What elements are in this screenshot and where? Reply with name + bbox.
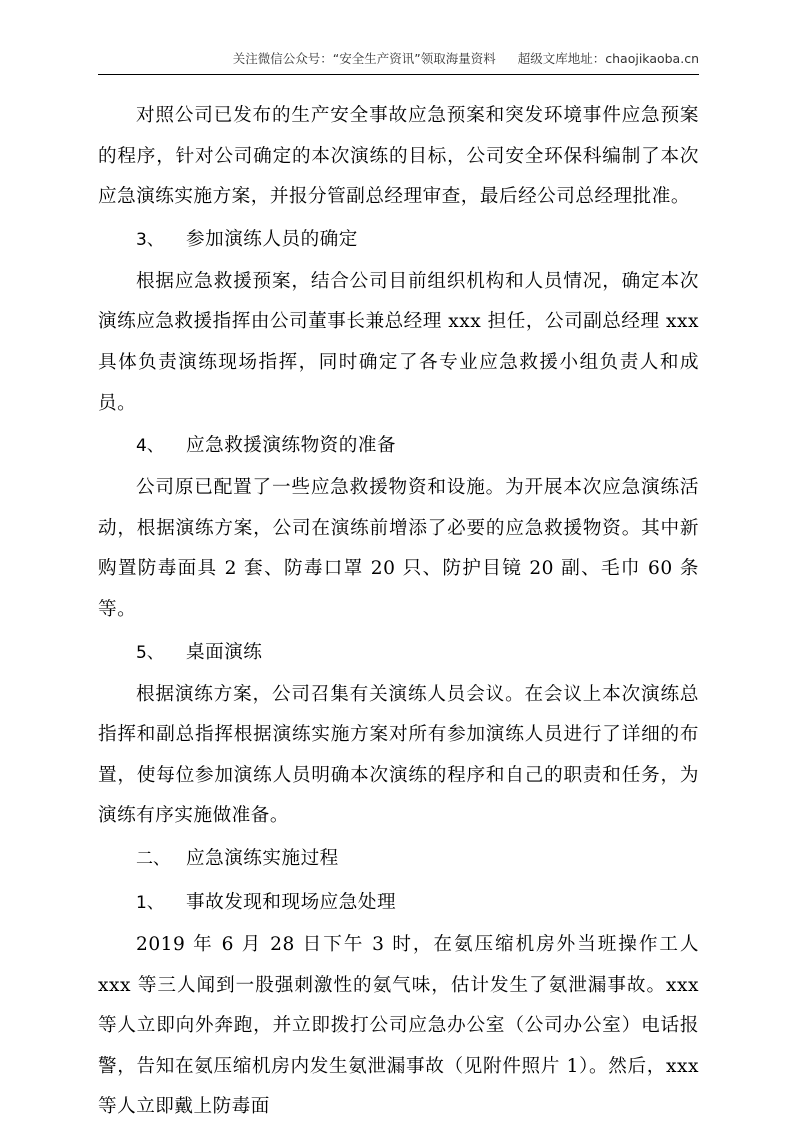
subsection-heading-1 <box>98 881 699 925</box>
paragraph-plan-approval: 对照公司已发布的生产安全事故应急预案和突发环境事件应急预案的程序，针对公司确定的本次演练的目标，公司安全环保科编制了本次应急演练实施方案，并报分管副总经理审查，最后经公司总经理批准。 <box>98 105 699 208</box>
section-title: 应急救援演练物资的准备 <box>186 435 397 457</box>
part-number: 二、 <box>136 848 170 869</box>
subsection-title: 事故发现和现场应急处理 <box>186 891 397 913</box>
paragraph-incident-discovery: 2019 年 6 月 28 日下午 3 时，在氨压缩机房外当班操作工人 xxx 等三人闻到一股强刺激性的氨气味，估计发生了氨泄漏事故。xxx 等人立即向外奔跑，并立即拨打公司应急办公室（公司办公室）电话报警，告知在氨压缩机房内发生氨泄漏事故（见附件照片 1）。然后，xxx 等人立即戴上防毒面 <box>98 933 699 1118</box>
document-body <box>98 96 699 1128</box>
section-number: 3、 <box>136 229 164 250</box>
section-heading-5 <box>98 631 699 675</box>
header-library-label: 超级文库地址： <box>517 51 606 66</box>
header-promo-text: 关注微信公众号：“安全生产资讯”领取海量资料 <box>232 51 496 66</box>
section-title: 桌面演练 <box>186 641 263 663</box>
section-number: 4、 <box>136 436 164 457</box>
section-title: 参加演练人员的确定 <box>186 228 358 250</box>
header-library-url: chaojikaoba.cn <box>605 51 699 66</box>
header-divider <box>98 74 699 75</box>
part-heading-2 <box>98 837 699 881</box>
section-number: 5、 <box>136 642 164 663</box>
paragraph-tabletop-drill: 根据演练方案，公司召集有关演练人员会议。在会议上本次演练总指挥和副总指挥根据演练实施方案对所有参加演练人员进行了详细的布置，使每位参加演练人员明确本次演练的程序和自己的职责和任务，为演练有序实施做准备。 <box>98 683 699 827</box>
page-header <box>98 50 699 74</box>
paragraph-personnel: 根据应急救援预案，结合公司目前组织机构和人员情况，确定本次演练应急救援指挥由公司董事长兼总经理 xxx 担任，公司副总经理 xxx 具体负责演练现场指挥，同时确定了各专业应急救援小组负责人和成员。 <box>98 270 699 414</box>
section-heading-4 <box>98 424 699 468</box>
paragraph-materials: 公司原已配置了一些应急救援物资和设施。为开展本次应急演练活动，根据演练方案，公司在演练前增添了必要的应急救援物资。其中新购置防毒面具 2 套、防毒口罩 20 只、防护目镜 20 副、毛巾 60 条等。 <box>98 477 699 620</box>
part-title: 应急演练实施过程 <box>186 847 339 869</box>
section-heading-3 <box>98 218 699 262</box>
subsection-number: 1、 <box>136 892 164 913</box>
